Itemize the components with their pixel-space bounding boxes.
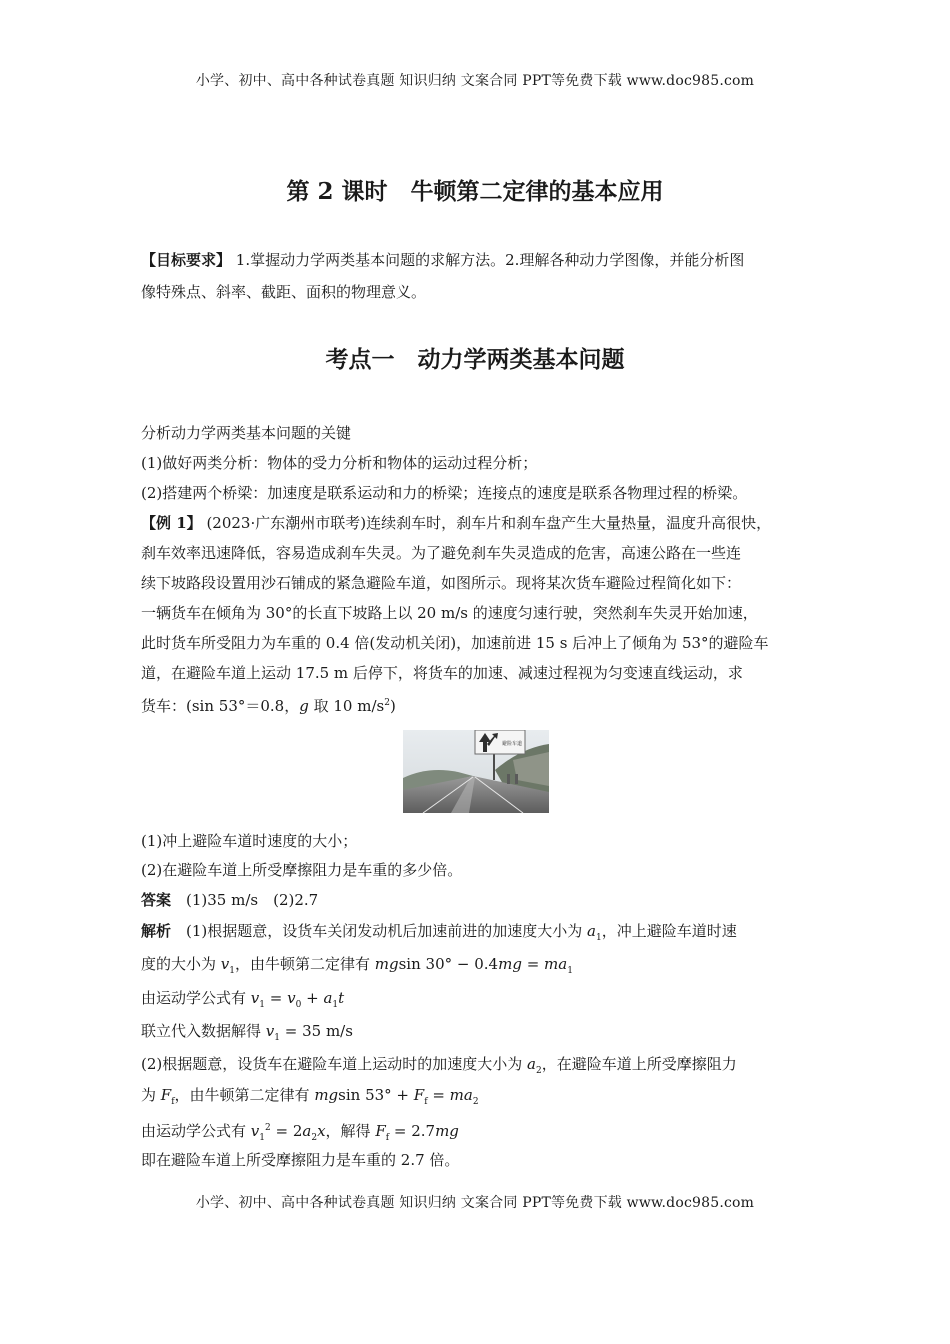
key-heading: 分析动力学两类基本问题的关键 [141, 424, 352, 442]
analysis-line-1: 解析 (1)根据题意，设货车关闭发动机后加速前进的加速度大小为 $a_1$，冲上避险车道时速 [141, 922, 737, 943]
analysis-label: 解析 [141, 922, 172, 940]
example-line-5: 此时货车所受阻力为车重的 0.4 倍(发动机关闭)，加速前进 15 s 后冲上了倾角为 53°的避险车 [141, 634, 769, 652]
example-line-1: 【例 1】 (2023·广东潮州市联考)连续刹车时，刹车片和刹车盘产生大量热量，温度升高很快， [141, 514, 772, 532]
page-header: 小学、初中、高中各种试卷真题 知识归纳 文案合同 PPT等免费下载 www.doc985.com [195, 73, 755, 89]
ramp-sign-text: 避险车道 [501, 741, 523, 747]
objective-line-2: 像特殊点、斜率、截距、面积的物理意义。 [141, 283, 427, 301]
example-line-3: 续下坡路段设置用沙石铺成的紧急避险车道，如图所示。现将某次货车避险过程简化如下： [141, 574, 742, 592]
answer-line: 答案 (1)35 m/s (2)2.7 [141, 891, 319, 909]
objective-label: 【目标要求】 [141, 251, 232, 269]
objective-line-1: 【目标要求】 1.掌握动力学两类基本问题的求解方法。2.理解各种动力学图像，并能分析图 [141, 251, 745, 269]
analysis-line-8: 即在避险车道上所受摩擦阻力是车重的 2.7 倍。 [141, 1151, 460, 1169]
analysis-line-7: 由运动学公式有 $v_1^2 = 2a_2x$，解得 $F_f = 2.7mg$ [141, 1122, 459, 1143]
key-point-1: (1)做好两类分析：物体的受力分析和物体的运动过程分析； [141, 454, 538, 472]
analysis-line-3: 由运动学公式有 $v_1 = v_0 + a_1t$ [141, 989, 345, 1010]
question-2: (2)在避险车道上所受摩擦阻力是车重的多少倍。 [141, 861, 463, 879]
analysis-line-2: 度的大小为 $v_1$，由牛顿第二定律有 mgsin $30^\circ - 0.4mg = ma_1$ [141, 955, 573, 976]
key-point-2: (2)搭建两个桥梁：加速度是联系运动和力的桥梁；连接点的速度是联系各物理过程的桥梁。 [141, 484, 748, 502]
page-title: 第 2 课时 牛顿第二定律的基本应用 [286, 178, 664, 205]
runaway-ramp-photo [403, 730, 549, 813]
example-line-7: 货车：(sin 53°＝0.8，g 取 10 $m/s^2$) [141, 697, 396, 715]
example-line-2: 刹车效率迅速降低，容易造成刹车失灵。为了避免刹车失灵造成的危害，高速公路在一些连 [141, 544, 742, 562]
analysis-line-4: 联立代入数据解得 $v_1 = 35$ m/s [141, 1022, 353, 1043]
example-line-6: 道，在避险车道上运动 17.5 m 后停下，将货车的加速、减速过程视为匀变速直线运动，求 [141, 664, 743, 682]
page-footer: 小学、初中、高中各种试卷真题 知识归纳 文案合同 PPT等免费下载 www.doc985.com [195, 1195, 755, 1211]
section-title: 考点一 动力学两类基本问题 [325, 346, 625, 373]
question-1: (1)冲上避险车道时速度的大小； [141, 832, 358, 850]
example-line-4: 一辆货车在倾角为 30°的长直下坡路上以 20 m/s 的速度匀速行驶，突然刹车失灵开始加速， [141, 604, 758, 622]
answer-label: 答案 [141, 891, 172, 909]
analysis-line-5: (2)根据题意，设货车在避险车道上运动时的加速度大小为 $a_2$，在避险车道上所受摩擦阻力 [141, 1055, 737, 1076]
analysis-line-6: 为 $F_f$，由牛顿第二定律有 mgsin $53^\circ + F_f = ma_2$ [141, 1086, 479, 1107]
example-label: 【例 1】 [141, 514, 202, 532]
